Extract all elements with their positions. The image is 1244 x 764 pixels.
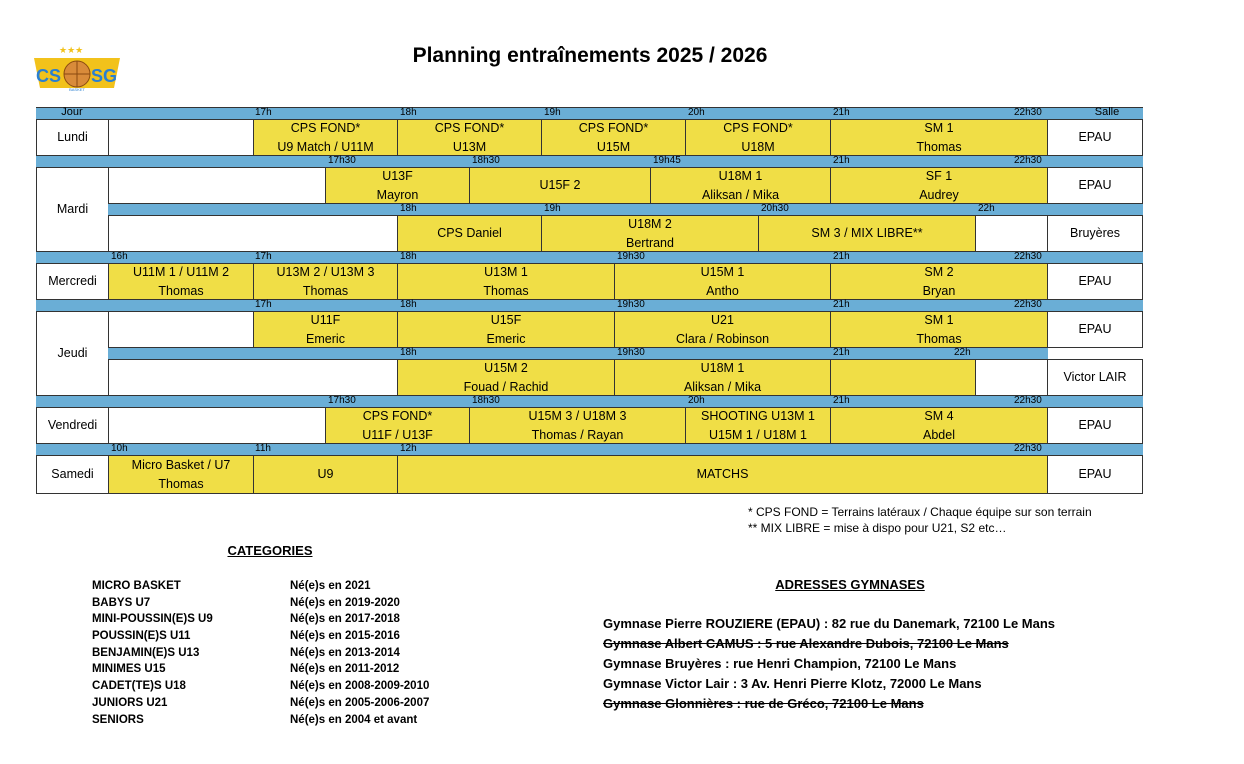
categories-list xyxy=(92,580,429,730)
slot-line1: U18M 1 xyxy=(700,360,745,375)
logo-sub-text: BASKET xyxy=(69,87,85,92)
slot-mardi-3[interactable] xyxy=(650,167,831,204)
address-victor-lair: Gymnase Victor Lair : 3 Av. Henri Pierre Klotz, 72000 Le Mans xyxy=(603,676,982,691)
slot-line2: U18M xyxy=(741,139,775,154)
category-name: MICRO BASKET xyxy=(92,580,181,592)
slot-line2: U11F / U13F xyxy=(362,427,433,442)
slot-line2: Thomas / Rayan xyxy=(531,427,624,442)
time-label: 18h xyxy=(400,299,417,310)
time-label: 11h xyxy=(255,443,271,454)
time-label: 17h30 xyxy=(328,395,356,406)
slot-line1: U15F 2 xyxy=(539,178,581,192)
slot-jeudi-4[interactable] xyxy=(830,311,1048,348)
empty-slot xyxy=(108,407,326,444)
category-name: SENIORS xyxy=(92,713,144,726)
category-name: BENJAMIN(E)S U13 xyxy=(92,646,200,659)
empty-slot xyxy=(108,359,398,396)
address-glonnieres: Gymnase Glonnières : rue de Gréco, 72100 Le Mans xyxy=(603,696,924,711)
time-label: 16h xyxy=(111,251,128,262)
time-label: 20h xyxy=(688,107,705,118)
time-label: 21h xyxy=(833,155,850,166)
page-title: Planning entraînements 2025 / 2026 xyxy=(412,44,768,67)
category-years: Né(e)s en 2015-2016 xyxy=(290,630,400,643)
footnotes xyxy=(748,504,1092,536)
slot-line1: CPS FOND* xyxy=(578,120,649,135)
slot-mercredi-2[interactable] xyxy=(253,263,398,300)
addresses-list xyxy=(603,616,1055,716)
slot-line1: CPS FOND* xyxy=(723,120,793,135)
slot-line2: U9 Match / U11M xyxy=(277,139,374,154)
slot-line1: U13M 2 / U13M 3 xyxy=(276,264,375,279)
day-vendredi: Vendredi xyxy=(36,407,109,444)
slot-lundi-2[interactable] xyxy=(397,119,542,156)
category-years: Né(e)s en 2013-2014 xyxy=(290,646,400,659)
slot-line2: Thomas xyxy=(158,476,204,491)
time-label: 21h xyxy=(833,395,850,406)
time-label: 18h30 xyxy=(472,395,500,406)
category-row xyxy=(92,680,429,697)
slot-line1: U15F xyxy=(490,312,522,327)
slot-jeudi-6[interactable] xyxy=(614,359,831,396)
slot-vendredi-4[interactable] xyxy=(830,407,1048,444)
slot-line2: Fouad / Rachid xyxy=(463,379,549,394)
day-jeudi: Jeudi xyxy=(36,311,109,396)
slot-mardi-7[interactable] xyxy=(758,215,976,252)
slot-line1: SM 2 xyxy=(924,264,954,279)
slot-jeudi-2[interactable] xyxy=(397,311,615,348)
salle-lundi: EPAU xyxy=(1047,119,1143,156)
slot-line2: Emeric xyxy=(486,331,526,346)
category-years: Né(e)s en 2005-2006-2007 xyxy=(290,696,430,709)
empty-slot xyxy=(108,167,326,204)
time-label: 20h30 xyxy=(761,203,789,214)
slot-line1: U15M 1 xyxy=(700,264,745,279)
time-label: 22h30 xyxy=(1014,395,1042,406)
slot-jeudi-1[interactable] xyxy=(253,311,398,348)
time-label: 18h xyxy=(400,347,417,358)
time-label: 21h xyxy=(833,299,850,310)
time-label: 22h30 xyxy=(1014,155,1042,166)
slot-mardi-2[interactable] xyxy=(469,167,651,204)
category-row xyxy=(92,697,429,714)
slot-jeudi-5[interactable] xyxy=(397,359,615,396)
salle-mercredi: EPAU xyxy=(1047,263,1143,300)
slot-line1: CPS Daniel xyxy=(437,226,502,240)
category-row xyxy=(92,714,429,731)
day-mercredi: Mercredi xyxy=(36,263,109,300)
slot-vendredi-2[interactable] xyxy=(469,407,686,444)
slot-lundi-1[interactable] xyxy=(253,119,398,156)
slot-line1: U15M 3 / U18M 3 xyxy=(528,408,627,423)
categories-title: CATEGORIES xyxy=(227,543,313,558)
empty-slot xyxy=(108,119,254,156)
slot-line2: Thomas xyxy=(483,283,529,298)
slot-jeudi-7[interactable] xyxy=(830,359,976,396)
category-years: Né(e)s en 2011-2012 xyxy=(290,663,400,676)
slot-line1: MATCHS xyxy=(696,467,749,481)
category-row xyxy=(92,663,429,680)
slot-line1: SHOOTING U13M 1 xyxy=(701,408,815,423)
address-epau: Gymnase Pierre ROUZIERE (EPAU) : 82 rue du Danemark, 72100 Le Mans xyxy=(603,616,1056,631)
slot-lundi-3[interactable] xyxy=(541,119,686,156)
slot-line2: Bryan xyxy=(922,283,956,298)
address-camus: Gymnase Albert CAMUS : 5 rue Alexandre Dubois, 72100 Le Mans xyxy=(603,636,1009,651)
category-name: MINI-POUSSIN(E)S U9 xyxy=(92,613,213,626)
category-row xyxy=(92,647,429,664)
slot-mardi-4[interactable] xyxy=(830,167,1048,204)
header-salle: Salle xyxy=(1094,106,1120,118)
slot-line1: U15M 2 xyxy=(484,360,528,375)
slot-line2: Audrey xyxy=(919,187,959,202)
category-years: Né(e)s en 2021 xyxy=(290,580,371,592)
logo-left-text: CS xyxy=(36,66,62,86)
slot-line2: Abdel xyxy=(923,427,955,442)
svg-text:★★★: ★★★ xyxy=(59,46,84,56)
slot-line2: Mayron xyxy=(376,187,419,202)
time-label: 17h xyxy=(255,107,272,118)
time-label: 21h xyxy=(833,107,850,118)
slot-line1: U11M 1 / U11M 2 xyxy=(132,264,230,279)
slot-line2: Emeric xyxy=(306,331,345,346)
slot-line2: Thomas xyxy=(916,331,962,346)
slot-line1: Micro Basket / U7 xyxy=(131,457,231,472)
slot-line1: U13F xyxy=(382,168,413,183)
slot-line2: U15M xyxy=(596,139,631,154)
salle-mardi-1: EPAU xyxy=(1047,167,1143,204)
category-years: Né(e)s en 2008-2009-2010 xyxy=(290,680,430,693)
slot-samedi-3[interactable] xyxy=(397,455,1048,494)
empty-slot xyxy=(975,359,1048,396)
category-row xyxy=(92,630,429,647)
time-label: 19h30 xyxy=(617,299,645,310)
time-label: 22h xyxy=(978,203,995,214)
time-label: 21h xyxy=(833,347,850,358)
slot-mercredi-4[interactable] xyxy=(614,263,831,300)
slot-line1: U18M 1 xyxy=(718,168,763,183)
category-row xyxy=(92,613,429,630)
time-label: 22h30 xyxy=(1014,443,1042,454)
time-label: 21h xyxy=(833,251,850,262)
category-name: MINIMES U15 xyxy=(92,663,166,676)
time-label: 19h30 xyxy=(617,251,645,262)
slot-line2: Clara / Robinson xyxy=(675,331,770,346)
slot-mardi-5[interactable] xyxy=(397,215,542,252)
footnote-cps: * CPS FOND = Terrains latéraux / Chaque équipe sur son terrain xyxy=(748,505,1092,519)
club-logo xyxy=(32,44,122,92)
category-years: Né(e)s en 2019-2020 xyxy=(290,596,400,609)
day-samedi: Samedi xyxy=(36,455,109,494)
slot-vendredi-3[interactable] xyxy=(685,407,831,444)
time-label: 22h xyxy=(954,347,971,358)
schedule-table xyxy=(36,107,1143,494)
time-label: 19h30 xyxy=(617,347,645,358)
category-row xyxy=(92,580,429,597)
slot-mardi-1[interactable] xyxy=(325,167,470,204)
category-name: POUSSIN(E)S U11 xyxy=(92,630,191,643)
empty-slot xyxy=(108,311,254,348)
slot-line1: SM 1 xyxy=(924,120,954,135)
slot-line1: SM 3 / MIX LIBRE** xyxy=(811,226,923,240)
slot-line2: Antho xyxy=(706,283,739,298)
time-label: 18h xyxy=(400,251,417,262)
slot-line1: SF 1 xyxy=(925,168,953,183)
category-years: Né(e)s en 2004 et avant xyxy=(290,713,418,726)
salle-samedi: EPAU xyxy=(1047,455,1143,494)
slot-vendredi-1[interactable] xyxy=(325,407,470,444)
category-name: CADET(TE)S U18 xyxy=(92,680,186,693)
slot-line2: Thomas xyxy=(302,283,349,298)
slot-line2: Aliksan / Mika xyxy=(701,187,780,202)
slot-line2: Thomas xyxy=(916,139,962,154)
slot-mardi-6[interactable] xyxy=(541,215,759,252)
slot-line1: U21 xyxy=(711,312,734,327)
slot-lundi-4[interactable] xyxy=(685,119,831,156)
category-row xyxy=(92,597,429,614)
salle-mardi-2: Bruyères xyxy=(1047,215,1143,252)
slot-samedi-1[interactable] xyxy=(108,455,254,494)
empty-slot xyxy=(975,215,1048,252)
footnote-mix: ** MIX LIBRE = mise à dispo pour U21, S2 etc… xyxy=(748,521,1007,535)
slot-mercredi-5[interactable] xyxy=(830,263,1048,300)
salle-vendredi: EPAU xyxy=(1047,407,1143,444)
header-jour: Jour xyxy=(61,106,83,118)
slot-line2: Aliksan / Mika xyxy=(683,379,762,394)
time-label: 17h xyxy=(255,251,272,262)
slot-line1: U13M 1 xyxy=(484,264,528,279)
logo-right-text: SG xyxy=(91,66,118,86)
day-mardi: Mardi xyxy=(36,167,109,252)
slot-line1: U18M 2 xyxy=(628,216,672,231)
category-name: BABYS U7 xyxy=(92,596,151,609)
slot-samedi-2[interactable] xyxy=(253,455,398,494)
addresses-title: ADRESSES GYMNASES xyxy=(775,577,925,592)
slot-line2: U15M 1 / U18M 1 xyxy=(709,427,807,442)
slot-line1: CPS FOND* xyxy=(434,120,505,135)
category-years: Né(e)s en 2017-2018 xyxy=(290,613,400,626)
slot-line1: SM 4 xyxy=(924,408,954,423)
time-label: 18h xyxy=(400,203,417,214)
time-label: 22h30 xyxy=(1014,107,1042,118)
time-label: 17h xyxy=(255,299,272,310)
salle-jeudi-1: EPAU xyxy=(1047,311,1143,348)
time-label: 18h30 xyxy=(472,155,500,166)
salle-jeudi-2: Victor LAIR xyxy=(1047,359,1143,396)
time-label: 10h xyxy=(111,443,128,454)
slot-lundi-5[interactable] xyxy=(830,119,1048,156)
address-bruyeres: Gymnase Bruyères : rue Henri Champion, 72100 Le Mans xyxy=(603,656,957,671)
time-label: 22h30 xyxy=(1014,251,1042,262)
slot-line2: Thomas xyxy=(158,283,204,298)
slot-line1: U9 xyxy=(317,467,334,481)
slot-line1: U11F xyxy=(310,312,341,327)
time-label: 19h45 xyxy=(653,155,681,166)
slot-mercredi-1[interactable] xyxy=(108,263,254,300)
slot-mercredi-3[interactable] xyxy=(397,263,615,300)
slot-line1: CPS FOND* xyxy=(290,120,361,135)
slot-line1: CPS FOND* xyxy=(362,408,433,423)
slot-line1: SM 1 xyxy=(924,312,954,327)
category-name: JUNIORS U21 xyxy=(92,696,168,709)
time-label: 17h30 xyxy=(328,155,356,166)
time-label: 18h xyxy=(400,107,417,118)
slot-line2: U13M xyxy=(452,139,487,154)
time-label: 19h xyxy=(544,203,561,214)
time-label: 20h xyxy=(688,395,705,406)
time-label: 12h xyxy=(400,443,417,454)
time-label: 19h xyxy=(544,107,561,118)
slot-jeudi-3[interactable] xyxy=(614,311,831,348)
slot-line2: Bertrand xyxy=(626,235,674,250)
day-lundi: Lundi xyxy=(36,119,109,156)
empty-slot xyxy=(108,215,398,252)
time-label: 22h30 xyxy=(1014,299,1042,310)
